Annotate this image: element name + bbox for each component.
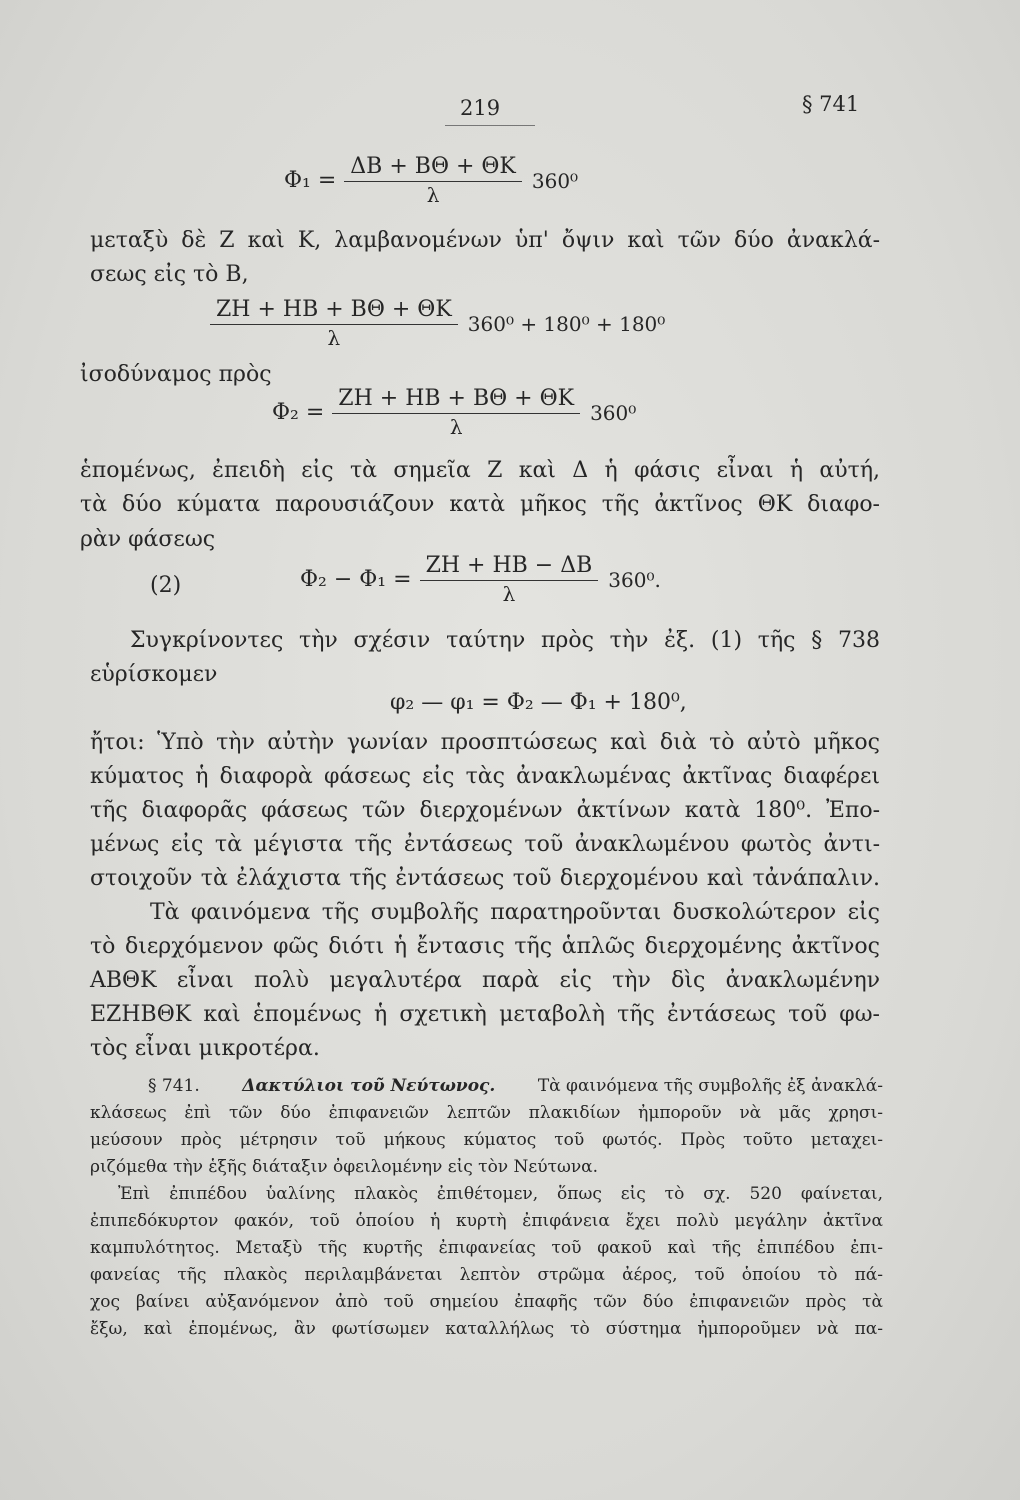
text-line: Ἐπὶ ἐπιπέδου ὑαλίνης πλακὸς ἐπιθέτομεν, ὅπως εἰς τὸ σχ. 520 φαίνεται,	[118, 1184, 883, 1204]
text-line: στοιχοῦν τὰ ἐλάχιστα τῆς ἐντάσεως τοῦ διερχομένου καὶ τἀνάπαλιν.	[90, 866, 880, 891]
equation-lhs: Φ₂ =	[272, 400, 325, 425]
text-line: καμπυλότητος. Μεταξὺ τῆς κυρτῆς ἐπιφανείας τοῦ φακοῦ καὶ τῆς ἐπιπέδου ἐπι-	[90, 1238, 883, 1258]
equation-lhs: Φ₁ =	[284, 168, 337, 193]
section-number: § 741.	[148, 1076, 200, 1096]
text-line: τῆς διαφορᾶς φάσεως τῶν διερχομένων ἀκτίνων κατὰ 180⁰. Ἐπο-	[90, 798, 880, 823]
equation-factor: 360⁰ + 180⁰ + 180⁰	[467, 311, 666, 336]
fraction-denominator: λ	[502, 582, 516, 606]
text-line: ΕΖΗΒΘΚ καὶ ἑπομένως ἡ σχετικὴ μεταβολὴ τῆς ἐντάσεως τοῦ φω-	[90, 1002, 880, 1027]
text-line: μεταξὺ δὲ Ζ καὶ Κ, λαμβανομένων ὑπ' ὄψιν καὶ τῶν δύο ἀνακλά-	[90, 228, 880, 253]
text-line: ἤτοι: Ὑπὸ τὴν αὐτὴν γωνίαν προσπτώσεως καὶ διὰ τὸ αὐτὸ μῆκος	[90, 730, 880, 755]
section-741-heading-line	[148, 1076, 883, 1096]
section-reference: § 741	[802, 92, 860, 116]
text-line: ΑΒΘΚ εἶναι πολὺ μεγαλυτέρα παρὰ εἰς τὴν δὶς ἀνακλωμένην	[90, 968, 880, 993]
fraction	[420, 552, 599, 607]
equation-factor: 360⁰	[590, 400, 637, 425]
fraction	[210, 296, 458, 351]
text-line: τὸς εἶναι μικροτέρα.	[90, 1036, 320, 1061]
text-line: ρὰν φάσεως	[80, 527, 216, 552]
text-line: ἔξω, καὶ ἑπομένως, ἂν φωτίσωμεν καταλλήλως τὸ σύστημα ἠμποροῦμεν νὰ πα-	[90, 1319, 883, 1339]
text-line: χος βαίνει αὐξανόμενον ἀπὸ τοῦ σημείου ἐπαφῆς τῶν δύο ἐπιφανειῶν πρὸς τὰ	[90, 1292, 883, 1312]
text-line: Τὰ φαινόμενα τῆς συμβολῆς ἐξ ἀνακλά-	[537, 1076, 883, 1096]
equation-path-sum	[210, 296, 665, 351]
fraction-numerator: ΖΗ + ΗΒ + ΒΘ + ΘΚ	[216, 297, 452, 322]
fraction-denominator: λ	[327, 326, 341, 350]
header-rule	[445, 125, 535, 126]
equation-phi1	[284, 153, 578, 208]
text-line: κύματος ἡ διαφορὰ φάσεως εἰς τὰς ἀνακλωμένας ἀκτῖνας διαφέρει	[90, 764, 880, 789]
text-line: ἑπομένως, ἐπειδὴ εἰς τὰ σημεῖα Ζ καὶ Δ ἡ φάσις εἶναι ἡ αὐτή,	[80, 458, 880, 483]
equation-relation: φ₂ — φ₁ = Φ₂ — Φ₁ + 180⁰,	[390, 690, 687, 715]
equation-lhs: Φ₂ − Φ₁ =	[300, 567, 412, 592]
fraction-denominator: λ	[449, 415, 463, 439]
fraction	[332, 385, 580, 440]
text-line: Τὰ φαινόμενα τῆς συμβολῆς παρατηροῦνται δυσκολώτερον εἰς	[150, 900, 880, 925]
text-line: τὸ διερχόμενον φῶς διότι ἡ ἔντασις τῆς ἁπλῶς διερχομένης ἀκτῖνος	[90, 934, 880, 959]
page-number: 219	[460, 96, 501, 120]
fraction-numerator: ΔΒ + ΒΘ + ΘΚ	[350, 154, 516, 179]
equation-factor: 360⁰.	[608, 567, 661, 592]
fraction-numerator: ΖΗ + ΗΒ − ΔΒ	[425, 553, 593, 578]
equation-phase-difference	[300, 552, 661, 607]
equation-factor: 360⁰	[531, 168, 579, 193]
text-line: Συγκρίνοντες τὴν σχέσιν ταύτην πρὸς τὴν ἐξ. (1) τῆς § 738	[130, 628, 880, 653]
text-line: κλάσεως ἐπὶ τῶν δύο ἐπιφανειῶν λεπτῶν πλακιδίων ἠμποροῦν νὰ μᾶς χρησι-	[90, 1103, 883, 1123]
text-line: ἐπιπεδόκυρτον φακόν, τοῦ ὁποίου ἡ κυρτὴ ἐπιφάνεια ἔχει πολὺ μεγάλην ἀκτῖνα	[90, 1211, 883, 1231]
text-line: εὑρίσκομεν	[90, 662, 218, 687]
fraction-denominator: λ	[426, 183, 440, 207]
equation-label: (2)	[150, 573, 182, 598]
fraction	[344, 153, 522, 208]
text-line: ριζόμεθα τὴν ἑξῆς διάταξιν ὀφειλομένην εἰς τὸν Νεύτωνα.	[90, 1157, 599, 1177]
equation-phi2	[272, 385, 636, 440]
text-line: τὰ δύο κύματα παρουσιάζουν κατὰ μῆκος τῆς ἀκτῖνος ΘΚ διαφο-	[80, 492, 880, 517]
text-line: μένως εἰς τὰ μέγιστα τῆς ἐντάσεως τοῦ ἀνακλωμένου φωτὸς ἀντι-	[90, 832, 880, 857]
section-title: Δακτύλιοι τοῦ Νεύτωνος.	[242, 1076, 496, 1096]
text-line: σεως εἰς τὸ Β,	[90, 262, 249, 287]
text-line: ἰσοδύναμος πρὸς	[80, 362, 272, 387]
text-line: φανείας τῆς πλακὸς περιλαμβάνεται λεπτὸν στρῶμα ἀέρος, τοῦ ὁποίου τὸ πά-	[90, 1265, 883, 1285]
text-line: μεύσουν πρὸς μέτρησιν τοῦ μήκους κύματος τοῦ φωτός. Πρὸς τοῦτο μεταχει-	[90, 1130, 883, 1150]
fraction-numerator: ΖΗ + ΗΒ + ΒΘ + ΘΚ	[338, 386, 575, 411]
